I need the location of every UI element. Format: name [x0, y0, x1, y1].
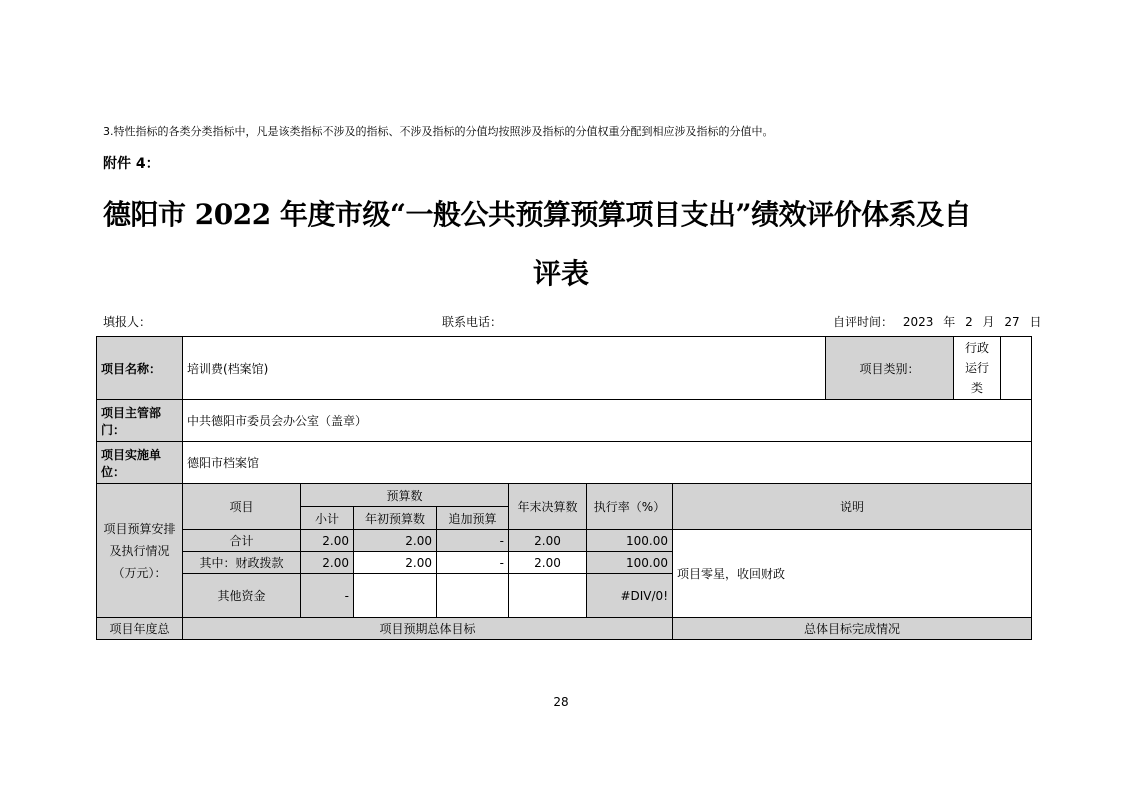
- impl-unit-value: 德阳市档案馆: [183, 442, 1032, 484]
- header-additional: 追加预算: [437, 507, 509, 530]
- page-title-continued: 评表: [532, 257, 589, 290]
- filler-label: 填报人：: [103, 315, 152, 329]
- date-year: 2023: [902, 315, 934, 329]
- table-row: 其他资金 - #DIV/0!: [97, 574, 1032, 618]
- header-explain: 说明: [673, 484, 1032, 530]
- header-final: 年末决算数: [509, 484, 587, 530]
- date-label: 自评时间：: [833, 315, 894, 329]
- phone-label: 联系电话：: [442, 315, 503, 329]
- header-item: 项目: [183, 484, 301, 530]
- project-category-value: 行政运行类: [954, 337, 1001, 400]
- attachment-label: 附件 4：: [103, 156, 160, 172]
- evaluation-date: 自评时间： 2023 年 2 月 27 日: [833, 315, 1042, 329]
- dept-value: 中共德阳市委员会办公室（盖章）: [183, 400, 1032, 442]
- date-month: 2: [965, 315, 973, 329]
- annual-goal-label: 项目年度总: [97, 618, 183, 640]
- goal-completion-header: 总体目标完成情况: [673, 618, 1032, 640]
- table-row: 其中：财政拨款 2.00 2.00 - 2.00 100.00: [97, 552, 1032, 574]
- date-day: 27: [1004, 315, 1020, 329]
- budget-section-label: 项目预算安排及执行情况（万元）：: [97, 484, 183, 618]
- header-rate: 执行率（%）: [587, 484, 673, 530]
- explain-value: 项目零星，收回财政: [673, 530, 1032, 618]
- project-category-label: 项目类别：: [826, 337, 954, 400]
- empty-cell: [1001, 337, 1032, 400]
- page-title: 德阳市 2022 年度市级“一般公共预算预算项目支出”绩效评价体系及自: [103, 198, 972, 231]
- table-row: 合计 2.00 2.00 - 2.00 100.00 项目零星，收回财政: [97, 530, 1032, 552]
- expected-goal-header: 项目预期总体目标: [183, 618, 673, 640]
- impl-unit-label: 项目实施单位：: [97, 442, 183, 484]
- project-name-label: 项目名称：: [97, 337, 183, 400]
- header-subtotal: 小计: [301, 507, 354, 530]
- project-name-value: 培训费(档案馆): [183, 337, 826, 400]
- header-budget: 预算数: [301, 484, 509, 507]
- evaluation-table: [96, 336, 1032, 640]
- note-text: 3.特性指标的各类分类指标中，凡是该类指标不涉及的指标、不涉及指标的分值均按照涉及指标的分值权重分配到相应涉及指标的分值中。: [103, 125, 774, 138]
- page-number: 28: [553, 695, 569, 709]
- dept-label: 项目主管部门：: [97, 400, 183, 442]
- header-initial: 年初预算数: [354, 507, 437, 530]
